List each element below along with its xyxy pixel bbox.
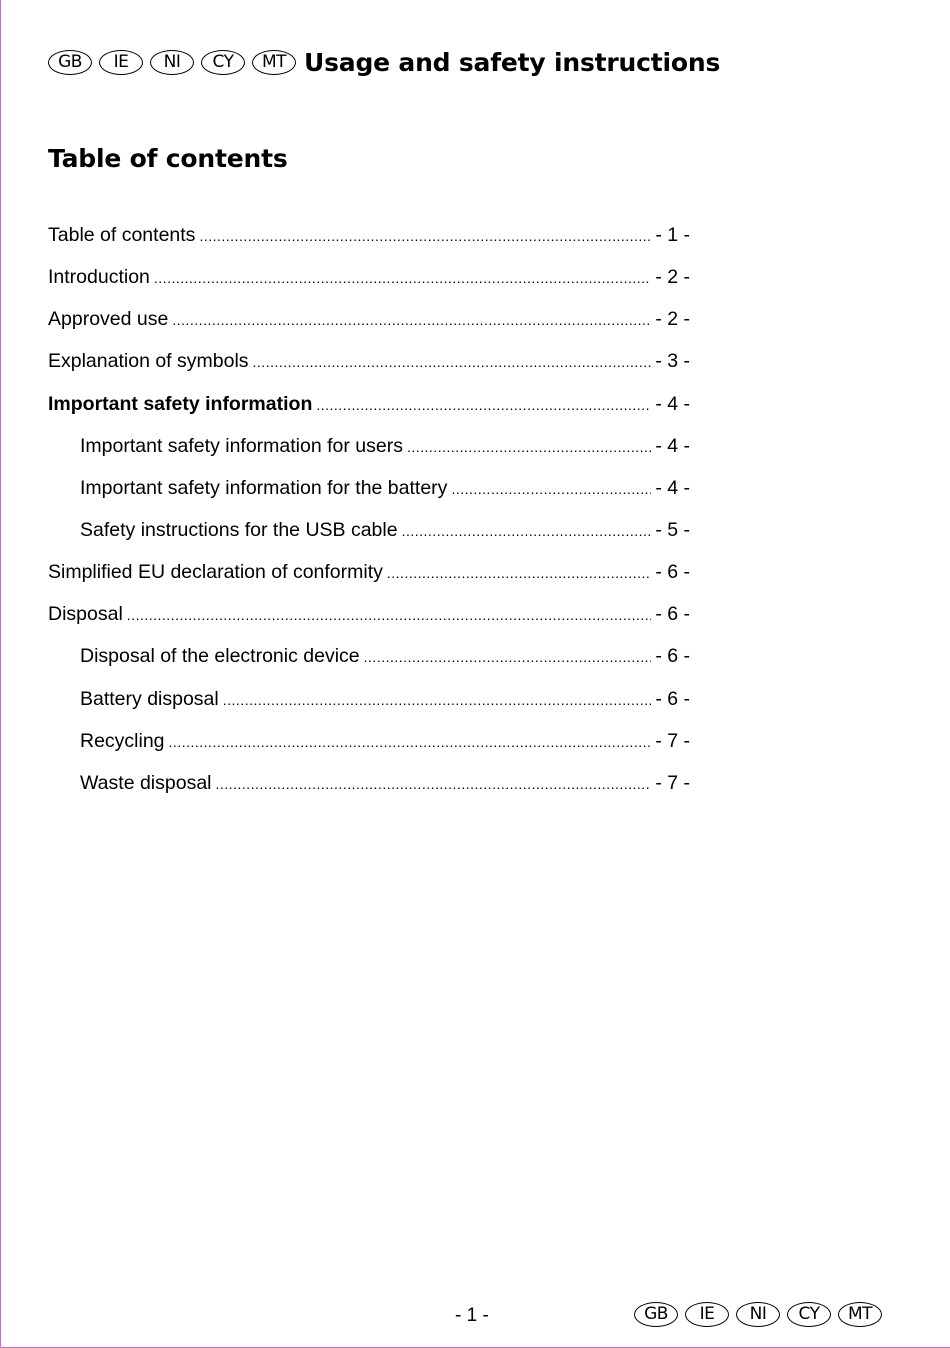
toc-leader-dots [216,763,652,805]
toc-leader-dots [172,299,651,341]
toc-entry-label: Introduction [48,266,150,289]
toc-subentry[interactable] [48,762,690,804]
toc-entry-page: - 1 - [655,224,690,246]
country-badges-footer [634,1302,889,1327]
toc-entry[interactable] [48,298,690,340]
toc-entry-page: - 5 - [655,518,690,541]
toc-subentry[interactable] [48,425,690,467]
page-title: Usage and safety instructions [304,48,721,77]
toc-entry-label: Important safety information for users [80,434,403,457]
toc-entry-page: - 6 - [655,687,690,710]
toc-entry-label: Approved use [48,308,169,331]
toc-entry-label: Waste disposal [80,771,212,794]
toc-entry[interactable] [48,214,690,256]
toc-leader-dots [154,257,651,299]
toc-entry-label: Simplified EU declaration of conformity [48,561,383,584]
country-badge-cy: CY [787,1302,831,1327]
toc-entry-label: Explanation of symbols [48,350,249,373]
country-badge-mt: MT [838,1302,882,1327]
toc-entry-label: Important safety information [48,392,313,415]
toc-leader-dots [387,552,651,594]
toc-entry-label: Disposal of the electronic device [80,645,360,668]
toc-entry-label: Table of contents [48,224,196,246]
country-badge-ie: IE [685,1302,729,1327]
toc-entry-page: - 2 - [655,308,690,331]
country-badge-ie: IE [99,50,143,75]
toc-leader-dots [127,594,652,636]
toc-entry-page: - 2 - [655,266,690,289]
toc-leader-dots [316,384,651,426]
page-edge-left [0,0,1,1348]
country-badge-mt: MT [252,50,296,75]
toc-entry[interactable] [48,593,690,635]
toc-subentry[interactable] [48,678,690,720]
toc-entry-page: - 6 - [655,561,690,584]
toc-entry-label: Disposal [48,603,123,626]
toc-subentry[interactable] [48,509,690,551]
country-badge-ni: NI [150,50,194,75]
header [48,48,720,77]
toc-heading: Table of contents [48,144,288,173]
toc-entry-page: - 4 - [655,476,690,499]
country-badge-cy: CY [201,50,245,75]
toc-subentry[interactable] [48,720,690,762]
toc-leader-dots [169,721,652,763]
country-badges-header [48,50,303,75]
toc-entry[interactable] [48,256,690,298]
toc-entry-page: - 7 - [655,771,690,794]
toc-subentry[interactable] [48,467,690,509]
footer-page-number: - 1 - [455,1305,489,1326]
toc-entry-page: - 4 - [655,434,690,457]
toc-entry[interactable] [48,551,690,593]
table-of-contents [48,214,690,804]
toc-leader-dots [199,215,651,257]
toc-entry-label: Recycling [80,729,165,752]
toc-leader-dots [402,510,652,552]
toc-entry-page: - 6 - [655,645,690,668]
toc-entry-page: - 4 - [655,392,690,415]
country-badge-ni: NI [736,1302,780,1327]
toc-subentry[interactable] [48,635,690,677]
toc-entry-label: Safety instructions for the USB cable [80,518,398,541]
toc-entry-label: Important safety information for the battery [80,476,448,499]
toc-entry-page: - 6 - [655,603,690,626]
country-badge-gb: GB [48,50,92,75]
toc-entry[interactable] [48,383,690,425]
toc-entry-page: - 3 - [655,350,690,373]
toc-leader-dots [451,468,651,510]
toc-entry-label: Battery disposal [80,687,219,710]
toc-leader-dots [364,636,652,678]
toc-leader-dots [253,341,652,383]
country-badge-gb: GB [634,1302,678,1327]
toc-leader-dots [223,679,652,721]
toc-entry-page: - 7 - [655,729,690,752]
toc-leader-dots [407,426,651,468]
toc-entry[interactable] [48,340,690,382]
